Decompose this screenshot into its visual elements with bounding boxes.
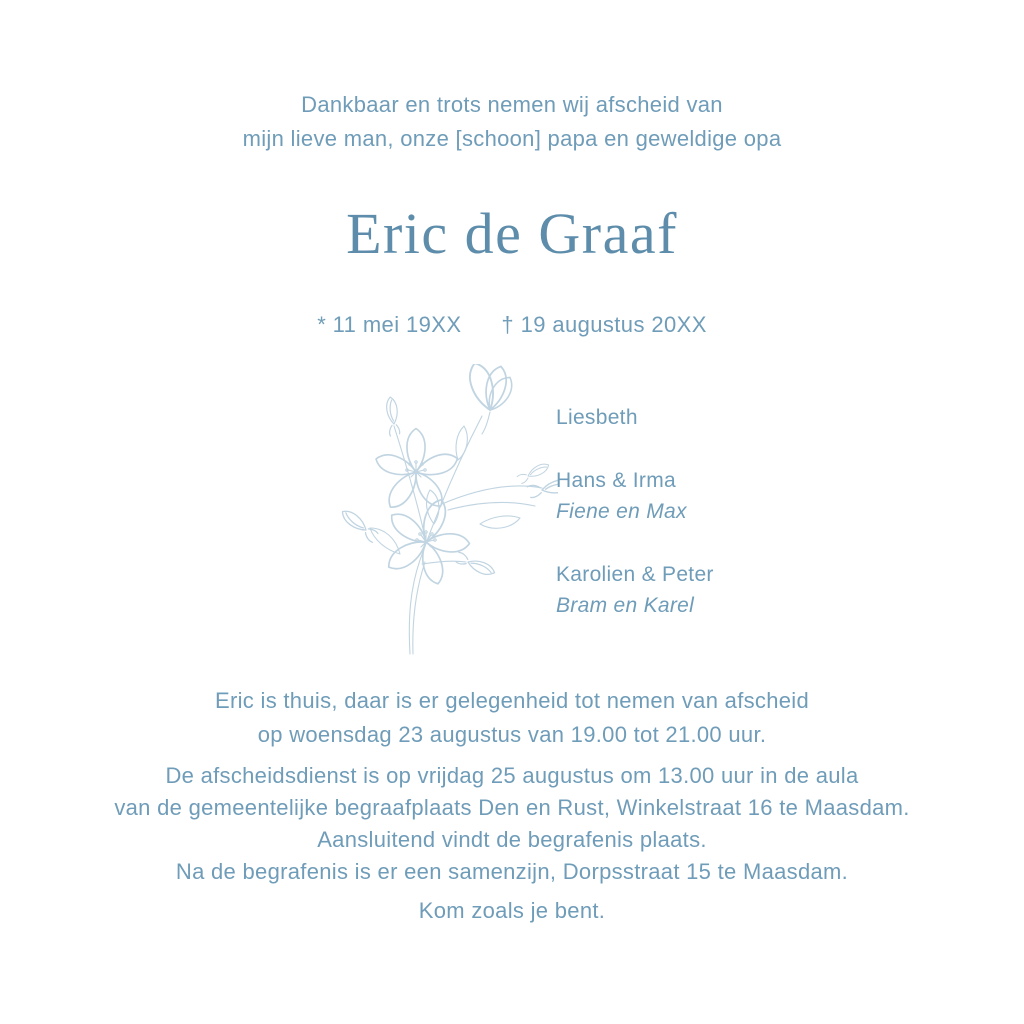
- relative-group: [556, 465, 714, 527]
- visitation-line-1: Eric is thuis, daar is er gelegenheid tot nemen van afscheid: [215, 688, 809, 713]
- deceased-name: Eric de Graaf: [346, 201, 678, 266]
- service-line-4: Na de begrafenis is er een samenzijn, Dorpsstraat 15 te Maasdam.: [175, 859, 849, 884]
- relative-group: [556, 559, 714, 621]
- visitation-line-2: op woensdag 23 augustus van 19.00 tot 21.00 uur.: [257, 722, 767, 747]
- relatives-list: [556, 402, 714, 653]
- relative-children: Bram en Karel: [556, 594, 695, 617]
- relative-names: Liesbeth: [556, 406, 638, 429]
- relative-names: Hans & Irma: [556, 469, 676, 492]
- closing-text: Kom zoals je bent.: [418, 898, 606, 923]
- birth-date: * 11 mei 19XX: [317, 312, 462, 337]
- service-line-3: Aansluitend vindt de begrafenis plaats.: [317, 827, 707, 852]
- relative-group: [556, 402, 714, 433]
- death-date: † 19 augustus 20XX: [501, 312, 707, 337]
- life-dates: [0, 312, 1024, 338]
- intro-line-1: Dankbaar en trots nemen wij afscheid van: [301, 92, 723, 117]
- intro-text: [0, 88, 1024, 156]
- visitation-text: [0, 684, 1024, 752]
- relative-names: Karolien & Peter: [556, 563, 714, 586]
- flower-illustration: [330, 364, 558, 656]
- relative-children: Fiene en Max: [556, 500, 687, 523]
- service-line-2: van de gemeentelijke begraafplaats Den en Rust, Winkelstraat 16 te Maasdam.: [114, 795, 910, 820]
- intro-line-2: mijn lieve man, onze [schoon] papa en geweldige opa: [242, 126, 782, 151]
- service-line-1: De afscheidsdienst is op vrijdag 25 augustus om 13.00 uur in de aula: [165, 763, 859, 788]
- service-text: [0, 760, 1024, 888]
